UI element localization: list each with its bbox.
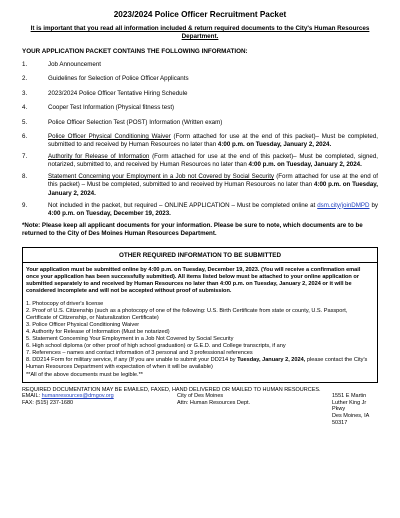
address-line-2: Des Moines, IA 50317 <box>332 413 369 426</box>
list-item-online-application: 9. Not included in the packet, but required – ONLINE APPLICATION – Must be completed online at dsm.city/joinDMPD by 4:00 p.m. on Tuesday, December 19, 2023. <box>22 201 378 217</box>
requirements-heading: OTHER REQUIRED INFORMATION TO BE SUBMITTED <box>23 248 377 263</box>
list-item-waiver: 6. Police Officer Physical Conditioning Waiver (Form attached for use at the end of this packet)– Must be completed, submitted to and received by Human Resources no later than 4:00 p.m. on Tuesday, January 2, 2024. <box>22 132 378 149</box>
list-item: 4. Cooper Test Information (Physical fitness test) <box>22 104 175 112</box>
requirement-item-dd214: 8. DD214 Form for military service, if any (If you are unable to submit your DD214 by Tuesday, January 2, 2024, please contact the City's Human Resources Department with expectation of when it will be available) <box>26 357 368 371</box>
packet-contents-list <box>22 61 378 218</box>
requirements-intro: Your application must be submitted online by 4:00 p.m. on Tuesday, December 19, 2023. (You will receive a confirmation email once your application has been successfully submitted). All items listed below must be attached to your online application or submitted separately to and received by Human Resources no later than 4:00 p.m. on Tuesday, January 2, 2024 or it will be considered incomplete and will not be accepted without proof of submission. <box>26 266 361 295</box>
list-item-release: 7. Authority for Release of Information (Form attached for use at the end of this packet)– Must be completed, signed, notarized, submitted to, and received by Human Resources no later than 4:00 p.m. on Tuesday, January 2, 2024. <box>22 153 378 169</box>
requirement-item: 5. Statement Concerning Your Employment in a Job Not Covered by Social Security <box>26 336 234 343</box>
contents-heading: YOUR APPLICATION PACKET CONTAINS THE FOLLOWING INFORMATION: <box>22 48 248 55</box>
requirement-item: 1. Photocopy of driver's license <box>26 300 104 307</box>
list-item: 2. Guidelines for Selection of Police Officer Applicants <box>22 75 189 83</box>
release-title: Authority for Release of Information <box>48 153 150 161</box>
org-name: City of Des Moines <box>177 393 224 400</box>
requirement-item: 2. Proof of U.S. Citizenship (such as a photocopy of one of the following: U.S. Birth Certificate from state or county, U.S. Passport, Certificate of Citizenship, or Naturalization Certificate) <box>26 307 348 321</box>
fax-number: FAX: (515) 237-1680 <box>22 399 74 406</box>
list-item: 5. Police Officer Selection Test (POST) Information (Written exam) <box>22 118 223 126</box>
important-notice: It is important that you read all information included & return required documents to the City's Human Resources Department. <box>30 25 370 40</box>
requirement-item: 7. References – names and contact information of 3 personal and 3 professional references <box>26 350 253 357</box>
social-security-title: Statement Concerning your Employment in a Job not Covered by Social Security <box>48 173 275 181</box>
application-link[interactable]: dsm.city/joinDMPD <box>317 201 370 209</box>
requirement-item: 3. Police Officer Physical Conditioning Waiver <box>26 321 140 328</box>
requirement-item: 4. Authority for Release of Information (Must be notarized) <box>26 328 170 335</box>
legible-note: **All of the above documents must be legible.** <box>26 371 143 378</box>
org-attn: Attn: Human Resources Dept. <box>177 399 251 406</box>
list-item: 1. Job Announcement <box>22 61 101 68</box>
address-line-1: 1551 E Martin Luther King Jr Pkwy <box>332 393 367 413</box>
note-text: *Note: Please keep all applicant documents for your information. Please be sure to note, which documents are to be returned to the City of Des Moines Human Resources Department. <box>22 221 363 237</box>
email-link[interactable]: humanresources@dmgov.org <box>41 393 114 400</box>
requirement-item: 6. High school diploma (or other proof of high school graduation) or G.E.D. and College transcripts, if any <box>26 343 286 350</box>
requirements-list <box>26 301 374 379</box>
list-item-social-security: 8. Statement Concerning your Employment in a Job not Covered by Social Security (Form attached for use at the end of this packet) – Must be completed, submitted to and received by Human Resources no later than 4:00 p.m. on Tuesday, January 2, 2024. <box>22 173 378 197</box>
footer: REQUIRED DOCUMENTATION MAY BE EMAILED, FAXED, HAND DELIVERED OR MAILED TO HUMAN RESOURCES. EMAIL: humanresources@dmgov.org FAX: (515) 237-1680 City of Des Moines Attn: Human Resources Dept. 1551 E Martin Luther King Jr Pkwy Des Moines, IA 50317 <box>22 387 378 427</box>
requirements-box <box>22 247 378 383</box>
list-item: 3. 2023/2024 Police Officer Tentative Hiring Schedule <box>22 89 188 97</box>
waiver-title: Police Officer Physical Conditioning Waiver <box>48 132 171 140</box>
page-title: 2023/2024 Police Officer Recruitment Packet <box>113 10 287 19</box>
footer-instructions: REQUIRED DOCUMENTATION MAY BE EMAILED, FAXED, HAND DELIVERED OR MAILED TO HUMAN RESOURCES. <box>22 386 321 393</box>
